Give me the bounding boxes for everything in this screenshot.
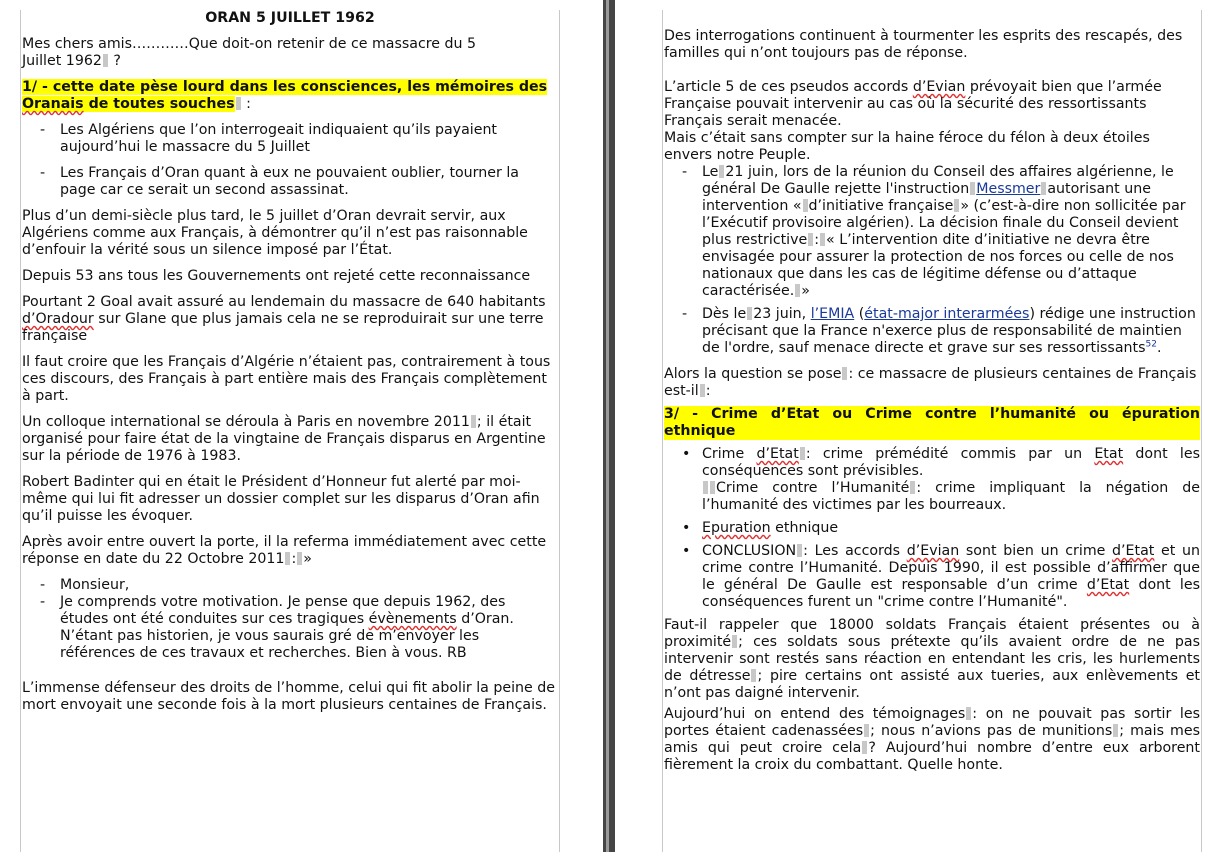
events-list (664, 164, 1200, 357)
text: Après avoir entre ouvert la porte, il la referma immédiatement avec cette réponse en date du 22 Octobre 2011 (22, 534, 547, 567)
text: Crime (702, 446, 757, 462)
format-mark (966, 707, 971, 720)
text-sq: d’Evian (912, 79, 966, 95)
text: et un crime contre l’Humanité. Depuis 1990, il est possible d’affirmer que le général De Gaulle est responsable d’un crime (702, 543, 1200, 593)
text: Crime contre l’Humanité (716, 480, 910, 496)
text: CONCLUSION (702, 543, 797, 559)
text: ) rédige une instruction précisant que la France n'exerce plus de responsabilité de maintien de l'ordre, sauf menace directe et grave sur ses ressortissants (702, 306, 1196, 356)
format-mark (285, 552, 290, 565)
format-mark (751, 669, 756, 682)
text: » (801, 283, 810, 299)
format-mark (842, 367, 847, 380)
emia-link[interactable]: l’EMIA (810, 306, 855, 322)
intro-text-2: Juillet 1962 (22, 53, 102, 69)
divider-bar (603, 0, 615, 852)
footnote-ref[interactable]: 52 (1145, 339, 1157, 350)
text: Alors la question se pose (664, 366, 842, 382)
document-page-left (20, 10, 560, 852)
paragraph: Il faut croire que les Français d’Algérie n’étaient pas, contrairement à tous ces discours, des Français à part entière mais des Français complètement à part. (22, 354, 551, 404)
section-heading-3: 3/ - Crime d’Etat ou Crime contre l’humanité ou épuration ethnique (664, 406, 1200, 439)
text: d’Oran. N’étant pas historien, je vous saurais gré de m’envoyer les références de ces travaux et recherches. Bien à vous. RB (60, 611, 514, 661)
list-reactions (22, 122, 558, 199)
text: ; ces soldats sous prétexte qu’ils avaient ordre de ne pas intervenir sont restés sans réaction en entendant les cris, les hurlements de détresse (664, 634, 1200, 684)
text: Je comprends votre motivation. Je pense que depuis 1962, des études ont été conduites sur ces tragiques (60, 594, 506, 627)
text-sq: Epuration (702, 520, 771, 536)
paragraph: Robert Badinter qui en était le Président d’Honneur fut alerté par moi-même qui lui fit adresser un dossier complet sur les disparus d’Oran afin qu’il puisse les évoquer. (22, 474, 540, 524)
text-sq: d’Etat (1112, 543, 1155, 559)
paragraph (664, 706, 1200, 774)
list-item (22, 594, 558, 662)
intro-paragraph (22, 36, 558, 70)
document-title: ORAN 5 JUILLET 1962 (205, 10, 375, 26)
text-sq: d’Evian (906, 543, 960, 559)
format-mark (808, 233, 813, 246)
paragraph (22, 294, 558, 345)
format-mark (471, 415, 476, 428)
list-item (664, 306, 1200, 357)
list-item (664, 446, 1200, 514)
text: 23 juin, (753, 306, 811, 322)
format-mark (954, 199, 959, 212)
text: Un colloque international se déroula à Paris en novembre 2011 (22, 414, 470, 430)
text: d’initiative française (808, 198, 954, 214)
text: : (705, 383, 711, 399)
page-content (22, 10, 558, 723)
text: sur Glane que plus jamais cela ne se reproduirait sur une terre française (22, 311, 544, 344)
section-heading-1 (22, 79, 558, 113)
format-mark (700, 384, 705, 397)
text: sont bien un crime (959, 543, 1113, 559)
format-mark (910, 481, 915, 494)
text: : crime prémédité commis par un (805, 446, 1095, 462)
text: dont les conséquences furent un "crime contre l’Humanité". (702, 577, 1200, 610)
format-mark (719, 165, 724, 178)
heading-1-colon: : (241, 96, 251, 112)
paragraph (22, 534, 558, 568)
text: Faut-il rappeler que 18000 soldats Français étaient présentes ou à proximité (664, 617, 1200, 650)
format-mark (710, 481, 715, 494)
text: : Les accords (803, 543, 907, 559)
text-sq: d’Etat (1086, 577, 1130, 593)
text: ( (854, 306, 865, 322)
text: ; il était organisé pour faire état de la vingtaine de Français disparus en Argentine sur la période de 1976 à 1983. (22, 414, 546, 464)
text: L’article 5 de ces pseudos accords (664, 79, 913, 95)
text: Le (702, 164, 719, 180)
text: ? Aujourd’hui nombre d’entre eux arborent fièrement la croix du combattant. Quelle honte. (664, 740, 1200, 773)
format-mark (1113, 724, 1118, 737)
text: : (291, 551, 297, 567)
format-mark (703, 481, 708, 494)
format-mark (803, 199, 808, 212)
list-item: - Monsieur, (22, 577, 558, 594)
paragraph: Plus d’un demi-siècle plus tard, le 5 juillet d’Oran devrait servir, aux Algériens comme aux Français, à démontrer qu’il n’est pas raisonnable d’enfouir la vérité sous un silence imposé par l’État. (22, 208, 528, 258)
text: Pourtant 2 Goal avait assuré au lendemain du massacre de 640 habitants (22, 294, 546, 310)
heading-1-sq: Oranais (22, 96, 84, 112)
text: . (1156, 340, 1162, 356)
quote-list (22, 577, 558, 662)
text: 21 juin, lors de la réunion du Conseil des affaires algérienne, le général De Gaulle rejette l'instruction (702, 164, 1174, 197)
paragraph (664, 366, 1200, 400)
text: : on ne pouvait pas sortir les portes étaient cadenassées (664, 706, 1200, 739)
text: Aujourd’hui on entend des témoignages (664, 706, 966, 722)
text: : crime impliquant la négation de l’humanité des victimes par les bourreaux. (702, 480, 1200, 513)
list-item (664, 164, 1200, 300)
format-mark (795, 284, 800, 297)
text: ; mais mes amis qui peut croire cela (664, 723, 1200, 756)
text-sq: d’Etat (756, 446, 799, 462)
text-sq: d’Oradour (22, 311, 94, 327)
list-item (664, 543, 1200, 611)
heading-1-text (22, 79, 547, 112)
format-mark (747, 307, 752, 320)
text: » (c’est-à-dire non sollicitée par l’Exécutif provisoire algérien). La décision finale du Conseil devient plus restrictive (702, 198, 1186, 248)
text: : (814, 232, 820, 248)
text: ; nous n’avions pas de munitions (870, 723, 1113, 739)
page-divider (603, 0, 615, 852)
text: ethnique (770, 520, 839, 536)
paragraph (22, 414, 558, 465)
list-item: - Les Français d’Oran quant à eux ne pouvaient oublier, tourner la page car ce serait un second assassinat. (22, 165, 558, 199)
heading-1-end: de toutes souches (83, 96, 235, 112)
text: autorisant une intervention « (702, 181, 1151, 214)
format-mark (732, 635, 737, 648)
format-mark (1041, 182, 1046, 195)
format-mark (800, 447, 805, 460)
format-mark (820, 233, 825, 246)
list-item (664, 520, 1200, 537)
text: » (303, 551, 312, 567)
text-sq: évènements (368, 611, 457, 627)
intro-text: Mes chers amis…………Que doit-on retenir de ce massacre du 5 (22, 36, 477, 52)
document-page-right (662, 10, 1202, 852)
divider-edge (606, 0, 609, 852)
format-mark (297, 552, 302, 565)
etat-major-link[interactable]: état-major interarmées (864, 306, 1030, 322)
crime-bullets (664, 446, 1200, 611)
page-content (664, 28, 1200, 783)
format-mark (970, 182, 975, 195)
paragraph: Depuis 53 ans tous les Gouvernements ont rejeté cette reconnaissance (22, 268, 531, 284)
format-mark (103, 54, 108, 67)
text: Mais c’était sans compter sur la haine féroce du félon à deux étoiles envers notre Peuple. (664, 130, 1150, 163)
paragraph (664, 617, 1200, 702)
format-mark (797, 544, 802, 557)
heading-1-part: 1/ - cette date pèse lourd dans les consciences, les mémoires des (22, 79, 548, 95)
text: dont les conséquences sont prévisibles. (702, 446, 1200, 479)
paragraph: L’immense défenseur des droits de l’homme, celui qui fit abolir la peine de mort envoyait une seconde fois à la mort plusieurs centaines de Français. (22, 680, 556, 713)
messmer-link[interactable]: Messmer (976, 181, 1041, 197)
intro-suffix: ? (108, 53, 121, 69)
list-item: - Les Algériens que l’on interrogeait indiquaient qu’ils payaient aujourd’hui le massacre du 5 Juillet (22, 122, 558, 156)
paragraph (664, 79, 1200, 164)
text: prévoyait bien que l’armée Française pouvait intervenir au cas où la sécurité des ressortissants Français serait menacée. (664, 79, 1162, 129)
paragraph: Des interrogations continuent à tourmenter les esprits des rescapés, des familles qui n’ont toujours pas de réponse. (664, 28, 1183, 61)
text: ; pire certains ont assisté aux tueries, aux enlèvements et n’ont pas daigné intervenir. (664, 668, 1200, 701)
text: Dès le (702, 306, 747, 322)
format-mark (236, 97, 241, 110)
text: « L’intervention dite d’initiative ne devra être envisagée pour assurer la protection de nos forces ou celle de nos nationaux que dans les cas de légitime défense ou d’attaque caractérisée. (702, 232, 1174, 299)
format-mark (862, 741, 867, 754)
text: : ce massacre de plusieurs centaines de Français est-il (664, 366, 1197, 399)
text-sq: Etat (1094, 446, 1124, 462)
format-mark (864, 724, 869, 737)
